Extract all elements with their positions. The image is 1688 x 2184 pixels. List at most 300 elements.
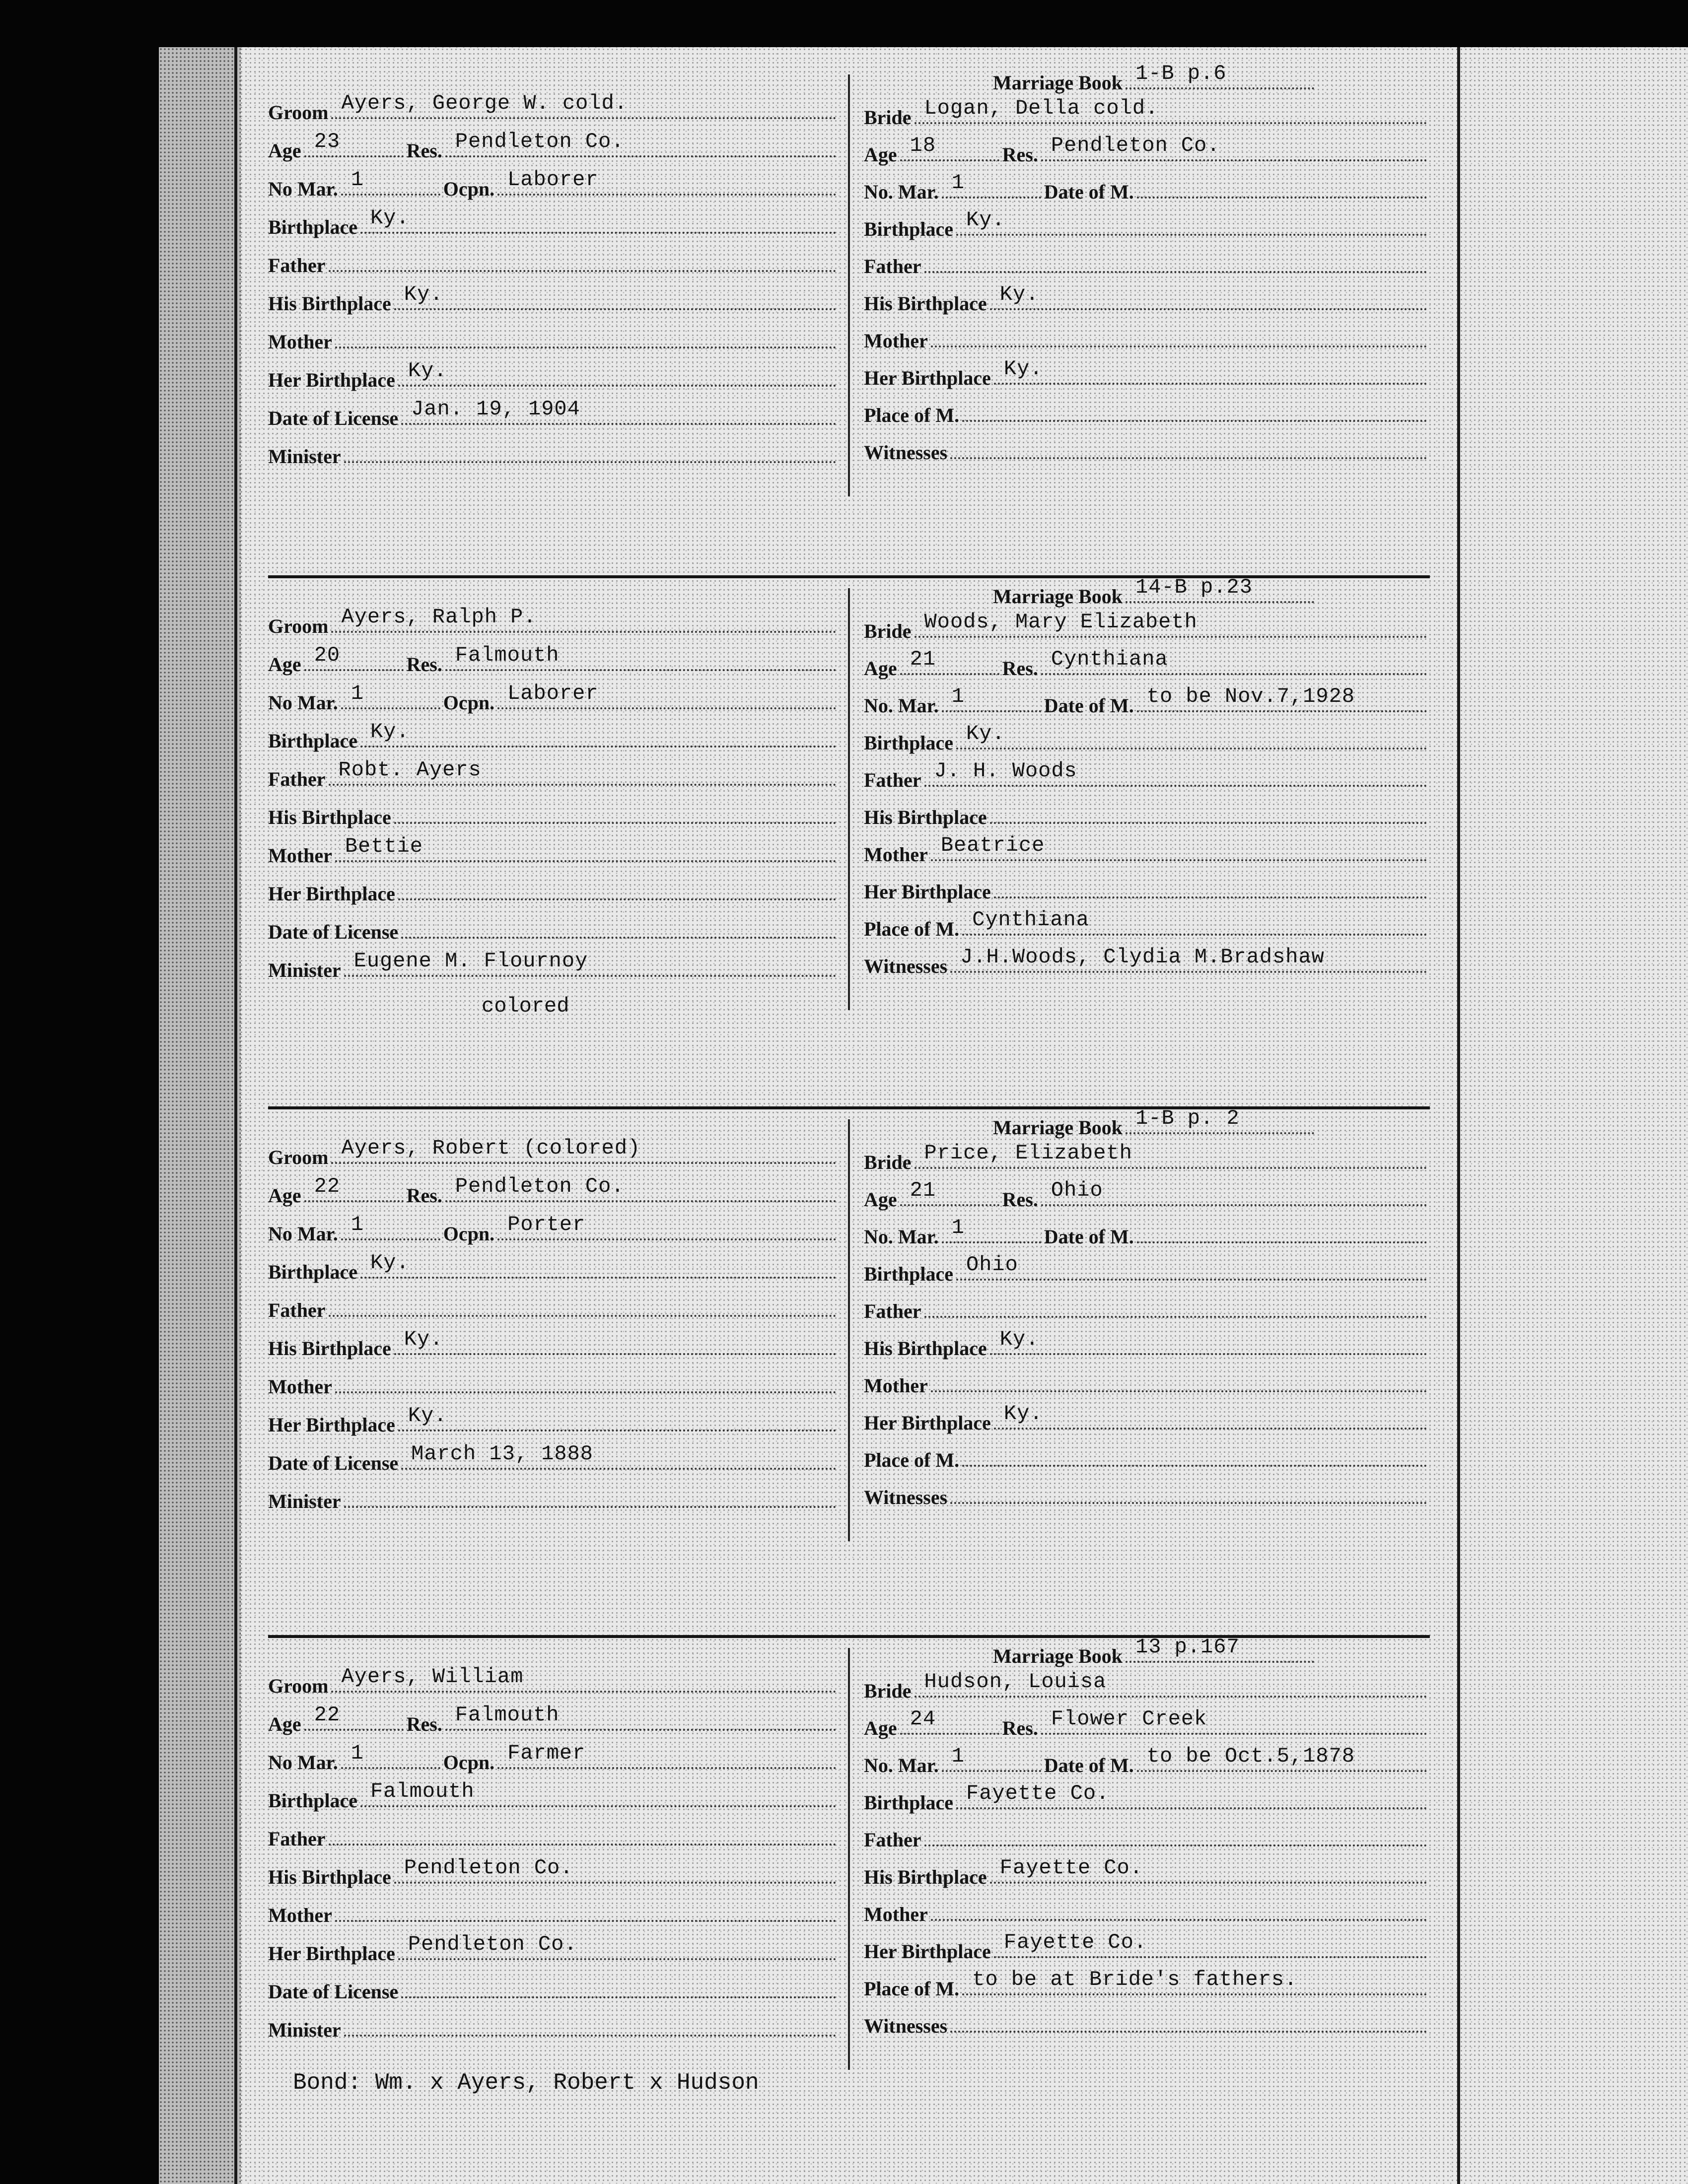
groom-res-value: Falmouth — [455, 643, 560, 667]
bride-res-label: Res. — [1002, 1717, 1038, 1739]
groom-ocpn-line — [497, 168, 836, 196]
groom-minister-label: Minister — [268, 1490, 341, 1512]
bride-row-his_birthplace — [864, 1327, 1430, 1360]
groom-groom-line — [331, 1136, 836, 1164]
bride-no_mar_b-label: No. Mar. — [864, 694, 939, 717]
groom-her_birthplace-value: Ky. — [408, 359, 447, 383]
bride-age-label: Age — [864, 143, 897, 166]
groom-res-label: Res. — [406, 1184, 442, 1207]
bride-father-line — [924, 1844, 1427, 1846]
groom-birthplace-label: Birthplace — [268, 1261, 357, 1283]
groom-res-line — [445, 643, 836, 671]
bride-row-father — [864, 248, 1430, 278]
groom-minister-line — [344, 461, 836, 463]
groom-row-his_birthplace — [268, 799, 839, 829]
bride-father-line — [924, 1316, 1427, 1318]
groom-row-mother — [268, 1368, 839, 1398]
bride-his_birthplace-value: Fayette Co. — [999, 1856, 1143, 1880]
bride-row-age — [864, 1178, 1430, 1211]
bride-no_mar_b-value: 1 — [951, 684, 965, 708]
groom-row-mother — [268, 834, 839, 867]
groom-ocpn-value: Laborer — [507, 168, 599, 192]
groom-father-label: Father — [268, 768, 326, 790]
bride-bride-line — [914, 1670, 1427, 1698]
groom-no_mar-line — [341, 168, 440, 196]
groom-row-her_birthplace — [268, 876, 839, 905]
groom-row-no_mar — [268, 684, 839, 714]
bride-father-label: Father — [864, 255, 921, 277]
groom-mother-line — [335, 834, 836, 862]
groom-ocpn-value: Farmer — [507, 1741, 586, 1765]
bride-bride-value: Logan, Della cold. — [924, 96, 1159, 120]
bride-row-his_birthplace — [864, 282, 1430, 315]
column-divider — [848, 1119, 850, 1541]
bride-age-label: Age — [864, 657, 897, 680]
groom-groom-value: Ayers, Robert (colored) — [341, 1136, 641, 1160]
bride-his_birthplace-value: Ky. — [999, 282, 1039, 306]
marriage-record-card — [268, 1106, 1430, 1566]
groom-father-label: Father — [268, 1828, 326, 1850]
bride-bride-value: Hudson, Louisa — [924, 1670, 1107, 1694]
bride-father-label: Father — [864, 1300, 921, 1322]
groom-row-minister — [268, 949, 839, 982]
groom-mother-label: Mother — [268, 1904, 332, 1926]
groom-date_of_license-line — [401, 397, 836, 425]
groom-row-her_birthplace — [268, 1932, 839, 1965]
bride-mother-line — [931, 1919, 1427, 1921]
groom-minister-line — [344, 2035, 836, 2037]
groom-groom-label: Groom — [268, 1675, 329, 1697]
groom-no_mar-label: No Mar. — [268, 178, 338, 200]
bride-age-line — [900, 134, 999, 161]
bride-father-label: Father — [864, 769, 921, 791]
bride-witnesses-line — [950, 1502, 1427, 1504]
marriage-book-value: 14-B p.23 — [1135, 575, 1253, 599]
bride-age-label: Age — [864, 1717, 897, 1739]
bride-place_of_m-line — [962, 908, 1427, 936]
groom-ocpn-line — [497, 1741, 836, 1769]
bride-bride-line — [914, 610, 1427, 638]
bride-age-value: 21 — [910, 647, 936, 671]
groom-row-age — [268, 1703, 839, 1736]
groom-birthplace-line — [360, 720, 836, 748]
groom-age-value: 20 — [314, 643, 341, 667]
bride-his_birthplace-label: His Birthplace — [864, 806, 987, 828]
groom-father-line — [329, 1843, 836, 1845]
bride-witnesses-line — [950, 2031, 1427, 2033]
groom-row-father — [268, 1821, 839, 1850]
marriage-book-row — [864, 575, 1430, 608]
bride-bride-label: Bride — [864, 1680, 912, 1702]
bride-birthplace-line — [956, 722, 1427, 750]
bride-mother-value: Beatrice — [940, 833, 1045, 857]
bride-father-value: J. H. Woods — [934, 759, 1077, 783]
minister-note: colored — [482, 994, 569, 1018]
groom-row-her_birthplace — [268, 1404, 839, 1436]
groom-groom-label: Groom — [268, 101, 329, 124]
bride-row-her_birthplace — [864, 1930, 1430, 1963]
groom-father-line — [329, 758, 836, 786]
groom-no_mar-line — [341, 682, 440, 709]
bride-her_birthplace-label: Her Birthplace — [864, 881, 991, 903]
groom-father-value: Robt. Ayers — [338, 758, 482, 782]
column-divider — [848, 1648, 850, 2070]
bride-her_birthplace-line — [994, 1402, 1427, 1430]
groom-row-no_mar — [268, 1741, 839, 1774]
groom-no_mar-value: 1 — [351, 168, 364, 192]
bride-row-no_mar_b — [864, 171, 1430, 204]
groom-groom-value: Ayers, George W. cold. — [341, 91, 628, 115]
bride-bride-line — [914, 96, 1427, 124]
marriage-record-card — [268, 575, 1430, 1035]
column-divider — [848, 74, 850, 496]
bride-date_of_m-label: Date of M. — [1044, 1226, 1134, 1248]
bride-her_birthplace-value: Ky. — [1003, 357, 1043, 381]
bride-mother-label: Mother — [864, 330, 928, 352]
bride-mother-line — [931, 1390, 1427, 1392]
bride-row-mother — [864, 833, 1430, 866]
groom-her_birthplace-label: Her Birthplace — [268, 1942, 395, 1965]
bride-row-age — [864, 136, 1430, 166]
groom-date_of_license-label: Date of License — [268, 921, 399, 943]
bride-witnesses-value: J.H.Woods, Clydia M.Bradshaw — [960, 945, 1325, 969]
groom-his_birthplace-label: His Birthplace — [268, 806, 391, 828]
groom-birthplace-value: Falmouth — [370, 1779, 475, 1803]
groom-age-line — [304, 130, 404, 157]
bride-row-father — [864, 1822, 1430, 1851]
bride-row-witnesses — [864, 945, 1430, 978]
page-right-rule — [1457, 47, 1460, 2184]
bride-father-line — [924, 271, 1427, 273]
bride-place_of_m-line — [962, 1465, 1427, 1467]
groom-ocpn-value: Porter — [507, 1213, 586, 1236]
bride-his_birthplace-label: His Birthplace — [864, 1866, 987, 1888]
groom-age-label: Age — [268, 1184, 301, 1207]
groom-ocpn-label: Ocpn. — [443, 1751, 495, 1774]
bride-birthplace-line — [956, 208, 1427, 236]
groom-res-line — [445, 130, 836, 157]
bride-witnesses-line — [950, 457, 1427, 459]
groom-her_birthplace-line — [398, 1932, 836, 1960]
scan-edge — [159, 47, 241, 2184]
bride-date_of_m-line — [1137, 197, 1427, 199]
marriage-record-card — [268, 1635, 1430, 2095]
groom-res-line — [445, 1703, 836, 1731]
groom-no_mar-value: 1 — [351, 1741, 364, 1765]
groom-ocpn-label: Ocpn. — [443, 691, 495, 714]
groom-his_birthplace-value: Ky. — [404, 282, 443, 306]
bride-her_birthplace-line — [994, 1930, 1427, 1958]
bride-bride-line — [914, 1141, 1427, 1169]
bride-row-place_of_m — [864, 1442, 1430, 1472]
groom-mother-label: Mother — [268, 1375, 332, 1398]
groom-row-minister — [268, 438, 839, 468]
bride-place_of_m-label: Place of M. — [864, 404, 960, 426]
bride-his_birthplace-value: Ky. — [999, 1327, 1039, 1351]
marriage-book-label: Marriage Book — [993, 585, 1123, 608]
groom-date_of_license-label: Date of License — [268, 1980, 399, 2003]
bride-row-bride — [864, 96, 1430, 129]
groom-father-line — [329, 1315, 836, 1317]
bride-row-birthplace — [864, 208, 1430, 241]
bride-her_birthplace-label: Her Birthplace — [864, 1412, 991, 1434]
bride-his_birthplace-line — [990, 1327, 1427, 1355]
groom-row-his_birthplace — [268, 1856, 839, 1889]
bride-row-her_birthplace — [864, 357, 1430, 390]
bride-row-father — [864, 759, 1430, 792]
bride-his_birthplace-line — [990, 822, 1427, 824]
bride-bride-value: Price, Elizabeth — [924, 1141, 1132, 1165]
bride-date_of_m-label: Date of M. — [1044, 181, 1134, 203]
bride-birthplace-line — [956, 1253, 1427, 1281]
groom-birthplace-line — [360, 1251, 836, 1279]
bride-row-birthplace — [864, 722, 1430, 754]
bride-bride-value: Woods, Mary Elizabeth — [924, 610, 1197, 634]
bride-res-label: Res. — [1002, 143, 1038, 166]
groom-row-no_mar — [268, 1213, 839, 1245]
bride-birthplace-label: Birthplace — [864, 1791, 953, 1814]
groom-row-groom — [268, 1665, 839, 1698]
bride-age-line — [900, 1178, 999, 1206]
bride-row-no_mar_b — [864, 1216, 1430, 1248]
groom-no_mar-label: No Mar. — [268, 691, 338, 714]
groom-row-groom — [268, 1136, 839, 1169]
marriage-book-label: Marriage Book — [993, 71, 1123, 94]
groom-row-birthplace — [268, 1779, 839, 1812]
groom-age-value: 22 — [314, 1174, 341, 1198]
bride-row-his_birthplace — [864, 1856, 1430, 1889]
groom-his_birthplace-line — [394, 1327, 836, 1355]
groom-birthplace-label: Birthplace — [268, 730, 357, 752]
bride-place_of_m-line — [962, 420, 1427, 422]
groom-minister-label: Minister — [268, 959, 341, 981]
groom-father-line — [329, 270, 836, 272]
groom-minister-label: Minister — [268, 2019, 341, 2041]
bride-his_birthplace-label: His Birthplace — [864, 292, 987, 315]
groom-minister-value: Eugene M. Flournoy — [353, 949, 588, 973]
groom-minister-line — [344, 1506, 836, 1508]
groom-groom-line — [331, 605, 836, 633]
bride-mother-label: Mother — [864, 1903, 928, 1925]
groom-date_of_license-value: March 13, 1888 — [411, 1442, 594, 1466]
bride-age-value: 18 — [910, 134, 936, 157]
groom-birthplace-line — [360, 1779, 836, 1807]
bride-res-value: Flower Creek — [1051, 1707, 1207, 1731]
bond-note: Bond: Wm. x Ayers, Robert x Hudson — [293, 2070, 759, 2096]
groom-groom-value: Ayers, William — [341, 1665, 524, 1689]
bride-row-witnesses — [864, 434, 1430, 464]
bride-no_mar_b-line — [942, 684, 1041, 712]
marriage-book-row — [864, 1635, 1430, 1668]
groom-groom-label: Groom — [268, 1146, 329, 1168]
groom-his_birthplace-label: His Birthplace — [268, 292, 391, 315]
bride-no_mar_b-value: 1 — [951, 1216, 965, 1239]
bride-row-witnesses — [864, 2008, 1430, 2038]
groom-his_birthplace-label: His Birthplace — [268, 1337, 391, 1360]
bride-row-no_mar_b — [864, 1744, 1430, 1777]
bride-birthplace-value: Ohio — [966, 1253, 1018, 1277]
bride-mother-label: Mother — [864, 843, 928, 866]
bride-res-label: Res. — [1002, 657, 1038, 680]
bride-row-birthplace — [864, 1781, 1430, 1814]
marriage-book-label: Marriage Book — [993, 1116, 1123, 1139]
groom-res-value: Pendleton Co. — [455, 1174, 625, 1198]
groom-mother-line — [335, 1920, 836, 1922]
groom-groom-line — [331, 1665, 836, 1693]
bride-witnesses-label: Witnesses — [864, 2015, 948, 2037]
bride-birthplace-value: Ky. — [966, 208, 1005, 232]
groom-row-birthplace — [268, 720, 839, 752]
bride-no_mar_b-label: No. Mar. — [864, 181, 939, 203]
column-divider — [848, 588, 850, 1010]
groom-her_birthplace-label: Her Birthplace — [268, 1414, 395, 1436]
bride-no_mar_b-value: 1 — [951, 171, 965, 195]
bride-res-line — [1041, 134, 1427, 161]
groom-her_birthplace-value: Ky. — [408, 1404, 447, 1428]
groom-ocpn-value: Laborer — [507, 682, 599, 705]
groom-mother-label: Mother — [268, 331, 332, 353]
bride-row-birthplace — [864, 1253, 1430, 1286]
bride-place_of_m-value: Cynthiana — [972, 908, 1089, 932]
groom-date_of_license-line — [401, 937, 836, 939]
bride-age-label: Age — [864, 1188, 897, 1211]
groom-his_birthplace-label: His Birthplace — [268, 1866, 391, 1888]
groom-father-label: Father — [268, 254, 326, 276]
bride-birthplace-value: Ky. — [966, 722, 1005, 746]
groom-res-label: Res. — [406, 653, 442, 676]
groom-her_birthplace-line — [398, 1404, 836, 1432]
groom-birthplace-label: Birthplace — [268, 1789, 357, 1812]
groom-row-minister — [268, 1483, 839, 1513]
groom-age-label: Age — [268, 653, 301, 676]
groom-her_birthplace-label: Her Birthplace — [268, 369, 395, 391]
groom-row-date_of_license — [268, 914, 839, 944]
bride-place_of_m-value: to be at Bride's fathers. — [972, 1968, 1298, 1991]
marriage-book-value: 13 p.167 — [1135, 1635, 1240, 1659]
groom-no_mar-line — [341, 1213, 440, 1240]
groom-ocpn-label: Ocpn. — [443, 1223, 495, 1245]
groom-birthplace-value: Ky. — [370, 1251, 410, 1275]
bride-no_mar_b-line — [942, 1216, 1041, 1243]
groom-mother-label: Mother — [268, 844, 332, 867]
groom-no_mar-value: 1 — [351, 1213, 364, 1236]
groom-row-father — [268, 758, 839, 791]
groom-date_of_license-line — [401, 1996, 836, 1998]
bride-age-value: 24 — [910, 1707, 936, 1731]
bride-row-no_mar_b — [864, 684, 1430, 717]
bride-her_birthplace-value: Ky. — [1003, 1402, 1043, 1426]
groom-res-value: Falmouth — [455, 1703, 560, 1727]
groom-groom-value: Ayers, Ralph P. — [341, 605, 537, 629]
marriage-book-line — [1125, 62, 1314, 89]
groom-row-date_of_license — [268, 1442, 839, 1475]
bride-date_of_m-line — [1137, 684, 1427, 712]
groom-row-date_of_license — [268, 1974, 839, 2003]
bride-row-his_birthplace — [864, 799, 1430, 829]
bride-row-mother — [864, 1367, 1430, 1397]
groom-her_birthplace-label: Her Birthplace — [268, 883, 395, 905]
groom-row-her_birthplace — [268, 359, 839, 392]
bride-birthplace-label: Birthplace — [864, 1263, 953, 1285]
groom-his_birthplace-value: Ky. — [404, 1327, 443, 1351]
groom-row-his_birthplace — [268, 282, 839, 315]
marriage-book-value: 1-B p. 2 — [1135, 1106, 1240, 1130]
bride-place_of_m-label: Place of M. — [864, 1449, 960, 1471]
bride-her_birthplace-line — [994, 896, 1427, 898]
groom-no_mar-label: No Mar. — [268, 1751, 338, 1774]
bride-bride-label: Bride — [864, 1151, 912, 1173]
groom-row-mother — [268, 1897, 839, 1927]
bride-res-label: Res. — [1002, 1188, 1038, 1211]
bride-row-bride — [864, 610, 1430, 643]
bride-row-father — [864, 1293, 1430, 1323]
groom-row-father — [268, 1292, 839, 1322]
groom-no_mar-line — [341, 1741, 440, 1769]
bride-res-line — [1041, 1707, 1427, 1735]
groom-minister-label: Minister — [268, 445, 341, 468]
groom-her_birthplace-line — [398, 359, 836, 387]
groom-row-groom — [268, 605, 839, 638]
bride-date_of_m-label: Date of M. — [1044, 1754, 1134, 1776]
bride-witnesses-line — [950, 945, 1427, 973]
groom-res-value: Pendleton Co. — [455, 130, 625, 153]
bride-birthplace-label: Birthplace — [864, 732, 953, 754]
groom-row-father — [268, 247, 839, 277]
bride-res-line — [1041, 647, 1427, 675]
groom-birthplace-label: Birthplace — [268, 216, 357, 238]
bride-place_of_m-label: Place of M. — [864, 1978, 960, 2000]
bride-his_birthplace-line — [990, 1856, 1427, 1884]
bride-no_mar_b-label: No. Mar. — [864, 1226, 939, 1248]
bride-mother-line — [931, 833, 1427, 861]
groom-age-value: 22 — [314, 1703, 341, 1727]
bride-row-bride — [864, 1141, 1430, 1174]
bride-date_of_m-value: to be Nov.7,1928 — [1146, 684, 1355, 708]
bride-mother-label: Mother — [864, 1374, 928, 1397]
groom-row-mother — [268, 324, 839, 353]
marriage-book-label: Marriage Book — [993, 1645, 1123, 1667]
bride-row-place_of_m — [864, 1968, 1430, 2000]
groom-row-date_of_license — [268, 397, 839, 430]
groom-row-age — [268, 643, 839, 676]
groom-res-label: Res. — [406, 1713, 442, 1735]
bride-row-witnesses — [864, 1479, 1430, 1509]
groom-no_mar-value: 1 — [351, 682, 364, 705]
groom-age-label: Age — [268, 139, 301, 162]
bride-her_birthplace-label: Her Birthplace — [864, 1940, 991, 1963]
bride-age-line — [900, 1707, 999, 1735]
groom-her_birthplace-value: Pendleton Co. — [408, 1932, 577, 1956]
groom-row-age — [268, 130, 839, 162]
groom-mother-value: Bettie — [345, 834, 423, 858]
bride-bride-label: Bride — [864, 620, 912, 642]
groom-date_of_license-label: Date of License — [268, 1452, 399, 1474]
bride-place_of_m-line — [962, 1968, 1427, 1995]
bride-row-her_birthplace — [864, 874, 1430, 903]
bride-row-mother — [864, 323, 1430, 352]
marriage-book-line — [1125, 1106, 1314, 1134]
bride-her_birthplace-label: Her Birthplace — [864, 367, 991, 389]
bride-row-mother — [864, 1896, 1430, 1926]
bride-father-line — [924, 759, 1427, 787]
bride-no_mar_b-line — [942, 171, 1041, 199]
bride-no_mar_b-value: 1 — [951, 1744, 965, 1768]
groom-res-line — [445, 1174, 836, 1202]
groom-age-line — [304, 1703, 404, 1731]
bride-res-value: Ohio — [1051, 1178, 1103, 1202]
groom-groom-line — [331, 91, 836, 119]
groom-minister-line — [344, 949, 836, 977]
